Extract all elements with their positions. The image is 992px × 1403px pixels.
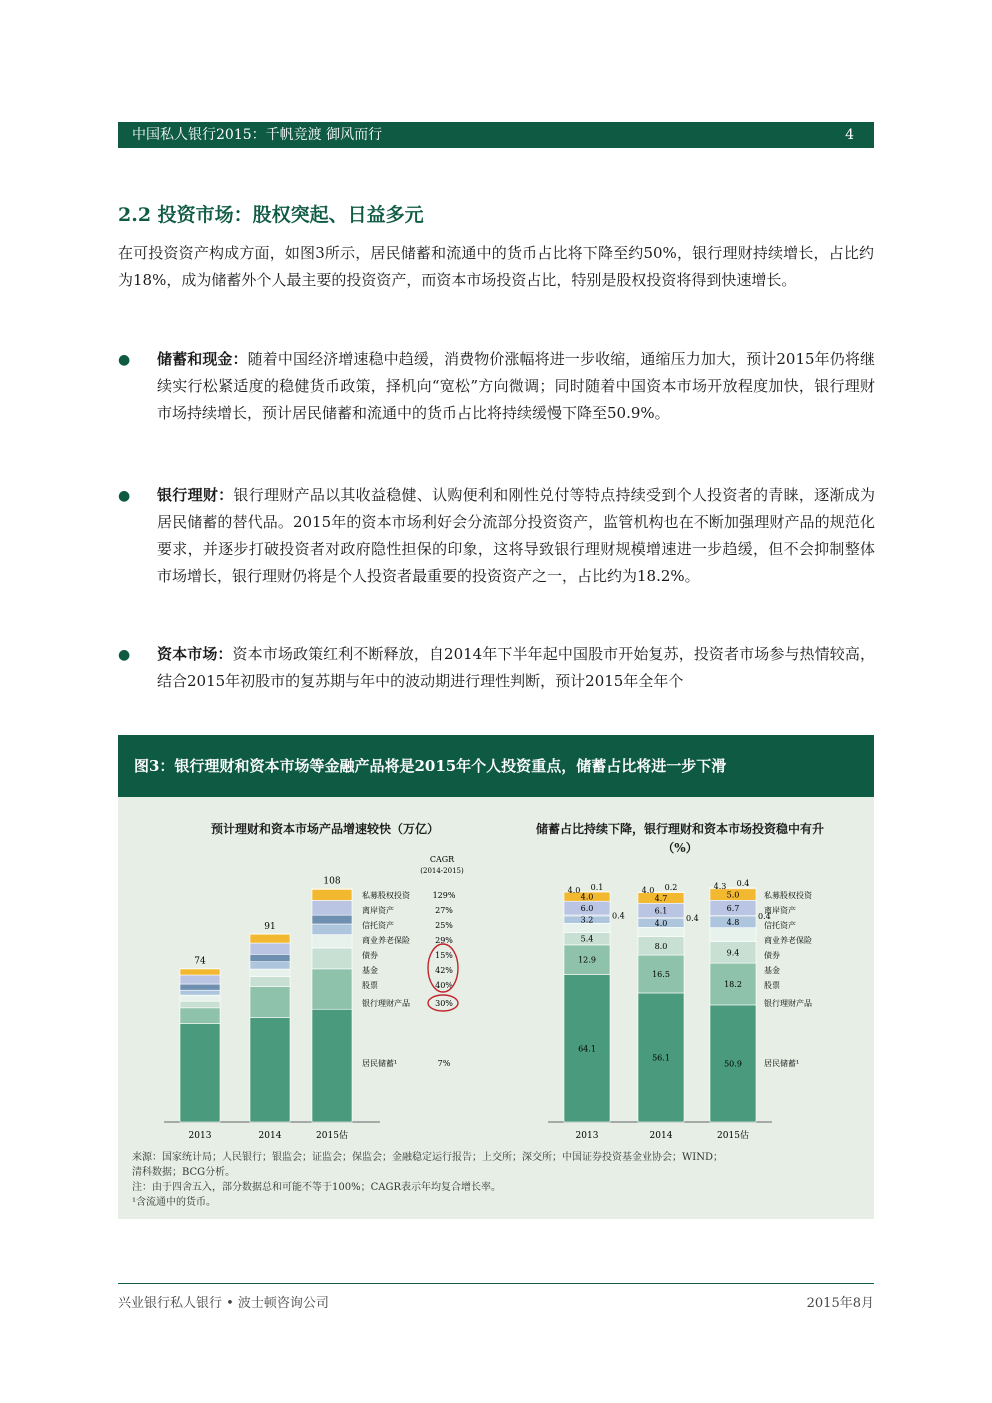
chart1-bar-2015估-seg-6 bbox=[312, 900, 352, 915]
chart1-x-tick: 2013 bbox=[188, 1131, 212, 1141]
chart1-x-tick: 2015估 bbox=[316, 1131, 348, 1141]
bullet-icon: ● bbox=[118, 352, 131, 368]
chart1-cagr-value: 29% bbox=[435, 936, 453, 945]
chart1-bar-2013-seg-3 bbox=[180, 995, 220, 1001]
chart1-title: 预计理财和资本市场产品增速较快（万亿） bbox=[210, 822, 439, 836]
chart1-cagr-value: 40% bbox=[435, 981, 453, 990]
chart1-bar-2014-seg-5 bbox=[250, 954, 290, 961]
chart2-legend-label: 商业养老保险 bbox=[764, 936, 812, 945]
chart1-bar-2015估-seg-8 bbox=[312, 888, 352, 889]
chart1-cagr-value: 27% bbox=[435, 906, 453, 915]
intro-paragraph: 在可投资资产构成方面，如图3所示，居民储蓄和流通中的货币占比将下降至约50%，银行理财持续增长，占比约为18%，成为储蓄外个人最主要的投资资产，而资本市场投资占比，特别是股权投资将得到快速增长。 bbox=[118, 244, 874, 289]
chart1-cagr-value: 30% bbox=[435, 999, 453, 1008]
chart1-legend-label: 私募股权投资 bbox=[362, 891, 410, 900]
chart1-bar-2014-seg-4 bbox=[250, 962, 290, 969]
chart1-bar-2015估-seg-7 bbox=[312, 889, 352, 900]
chart1-legend-label: 信托资产 bbox=[362, 921, 394, 930]
bullet-wealth bbox=[157, 482, 875, 590]
chart2-data-label: 0.2 bbox=[664, 883, 678, 892]
chart1-total-label: 108 bbox=[323, 876, 341, 887]
chart1-legend-label: 债券 bbox=[362, 951, 378, 960]
chart1-bar-2015估-seg-3 bbox=[312, 935, 352, 948]
bullet-icon: ● bbox=[118, 488, 131, 504]
chart2-data-label: 6.1 bbox=[654, 906, 668, 916]
chart2-legend-label: 基金 bbox=[764, 966, 780, 975]
bullet-icon: ● bbox=[118, 647, 131, 663]
chart1-bar-2014-seg-0 bbox=[250, 1017, 290, 1122]
chart1-legend-label: 基金 bbox=[362, 966, 378, 975]
bullet-savings bbox=[157, 346, 875, 427]
chart1-cagr-value: 129% bbox=[432, 891, 456, 900]
bullet-label: 资本市场： bbox=[157, 645, 233, 663]
chart1-legend-label: 股票 bbox=[362, 981, 378, 990]
bullet-label: 银行理财： bbox=[157, 486, 234, 504]
chart1-x-tick: 2014 bbox=[258, 1131, 282, 1141]
note-source-cont: 清科数据；BCG分析。 bbox=[132, 1167, 236, 1178]
chart2-data-label: 16.5 bbox=[652, 969, 670, 979]
chart2-legend-label: 离岸资产 bbox=[764, 906, 796, 915]
bullet-label: 储蓄和现金： bbox=[157, 350, 248, 368]
note-footnote: ¹含流通中的货币。 bbox=[132, 1197, 217, 1208]
chart2-data-label: 3.2 bbox=[580, 915, 594, 925]
chart1-legend-label: 离岸资产 bbox=[362, 906, 394, 915]
chart2-x-tick: 2015估 bbox=[717, 1131, 749, 1141]
chart1-bar-2014-seg-1 bbox=[250, 987, 290, 1018]
bullet-body: 资本市场政策红利不断释放，自2014年下半年起中国股市开始复苏，投资者市场参与热情较高，结合2015年初股市的复苏期与年中的波动期进行理性判断，预计2015年全年个 bbox=[157, 645, 875, 690]
chart2-data-label: 8.0 bbox=[654, 941, 668, 951]
chart1-bar-2015估-seg-5 bbox=[312, 915, 352, 924]
chart2-data-label: 56.1 bbox=[652, 1053, 670, 1063]
chart1-bar-2015估-seg-0 bbox=[312, 1009, 352, 1122]
chart2-data-label: 4.0 bbox=[654, 918, 668, 928]
header-bar bbox=[118, 122, 874, 148]
chart1-bar-2013-seg-6 bbox=[180, 975, 220, 984]
chart1-cagr-header: CAGR bbox=[429, 855, 455, 864]
note-rounding: 注：由于四舍五入，部分数据总和可能不等于100%；CAGR表示年均复合增长率。 bbox=[132, 1182, 501, 1193]
chart2-data-label: 4.7 bbox=[654, 893, 668, 903]
chart2-data-label: 12.9 bbox=[578, 955, 596, 965]
chart1-bar-2014-seg-6 bbox=[250, 943, 290, 954]
figure-title-bar bbox=[118, 735, 874, 797]
chart1-legend-label: 商业养老保险 bbox=[362, 936, 410, 945]
chart1-bar-2014-seg-2 bbox=[250, 976, 290, 986]
chart2-x-tick: 2013 bbox=[575, 1131, 599, 1141]
chart1-bar-2015估-seg-4 bbox=[312, 924, 352, 935]
bullet-body: 银行理财产品以其收益稳健、认购便利和刚性兑付等特点持续受到个人投资者的青睐，逐渐成为居民储蓄的替代品。2015年的资本市场利好会分流部分投资资产，监管机构也在不断加强理财产品的规范化要求，并逐步打破投资者对政府隐性担保的印象，这将导致银行理财规模增速进一步趋缓，但不会抑制整体市场增长，银行理财仍将是个人投资者最重要的投资资产之一，占比约为18.2%。 bbox=[157, 486, 875, 585]
chart1-bar-2013-seg-5 bbox=[180, 984, 220, 990]
chart2-bar-2015估-seg-3 bbox=[710, 928, 756, 942]
page-number: 4 bbox=[845, 127, 854, 143]
chart2-data-label: 0.4 bbox=[736, 878, 750, 888]
chart2-legend-label: 居民储蓄¹ bbox=[764, 1059, 800, 1068]
chart2-data-label: 4.0 bbox=[641, 886, 655, 895]
chart2-data-label: 64.1 bbox=[578, 1044, 596, 1054]
bullet-capital bbox=[157, 641, 875, 695]
chart1-total-label: 74 bbox=[194, 956, 206, 967]
chart2-data-label: 6.7 bbox=[726, 903, 740, 913]
chart2-x-tick: 2014 bbox=[649, 1131, 673, 1141]
note-source: 来源：国家统计局；人民银行；银监会；证监会；保监会；金融稳定运行报告；上交所；深交所；中国证券投资基金业协会；WIND； bbox=[132, 1152, 723, 1163]
bullet-body: 随着中国经济增速稳中趋缓，消费物价涨幅将进一步收缩，通缩压力加大，预计2015年仍将继续实行松紧适度的稳健货币政策，择机向“宽松”方向微调；同时随着中国资本市场开放程度加快，银行理财市场持续增长，预计居民储蓄和流通中的货币占比将持续缓慢下降至50.9%。 bbox=[157, 350, 875, 422]
chart2-bar-2014-seg-3 bbox=[638, 927, 684, 936]
chart2-data-label: 9.4 bbox=[726, 948, 740, 958]
chart2-data-label: 4.8 bbox=[726, 918, 740, 928]
figure-title: 图3：银行理财和资本市场等金融产品将是2015年个人投资重点，储蓄占比将进一步下滑 bbox=[134, 757, 727, 775]
section-title: 2.2 投资市场：股权突起、日益多元 bbox=[118, 204, 424, 226]
chart1-legend-label: 居民储蓄¹ bbox=[362, 1059, 398, 1068]
chart2-bar-2013-seg-3 bbox=[564, 923, 610, 932]
chart2-data-label: 4.0 bbox=[580, 892, 594, 902]
chart2-legend-label: 股票 bbox=[764, 981, 780, 990]
running-title: 中国私人银行2015：千帆竞渡 御风而行 bbox=[132, 127, 383, 143]
chart1-total-label: 91 bbox=[264, 921, 276, 932]
footer-rule bbox=[118, 1283, 874, 1284]
chart1-bar-2013-seg-4 bbox=[180, 990, 220, 995]
chart1-cagr-value: 25% bbox=[435, 921, 453, 930]
chart2-data-label: 50.9 bbox=[724, 1059, 742, 1069]
chart2-legend-label: 银行理财产品 bbox=[764, 999, 812, 1008]
chart2-data-label: 5.0 bbox=[726, 890, 740, 900]
chart2-data-label: 0.4 bbox=[758, 912, 771, 922]
chart2-data-label: 6.0 bbox=[580, 904, 594, 914]
chart2 bbox=[540, 850, 860, 1150]
footer-right: 2015年8月 bbox=[806, 1296, 874, 1311]
chart1-bar-2014-seg-3 bbox=[250, 969, 290, 976]
chart1-bar-2015估-seg-1 bbox=[312, 969, 352, 1009]
footer-left: 兴业银行私人银行 • 波士顿咨询公司 bbox=[118, 1296, 329, 1311]
chart2-data-label: 0.4 bbox=[686, 913, 699, 923]
chart2-data-label: 0.4 bbox=[612, 911, 625, 921]
chart1-cagr-value: 7% bbox=[437, 1059, 451, 1068]
chart1-cagr-period: (2014-2015) bbox=[420, 867, 464, 875]
chart2-data-label: 4.3 bbox=[713, 881, 727, 891]
chart1-cagr-value: 15% bbox=[435, 951, 453, 960]
chart1 bbox=[160, 850, 500, 1150]
chart2-data-label: 4.0 bbox=[567, 885, 581, 895]
chart1-bar-2013-seg-7 bbox=[180, 969, 220, 975]
chart1-legend-label: 银行理财产品 bbox=[362, 999, 410, 1008]
chart2-legend-label: 信托资产 bbox=[764, 921, 796, 930]
chart2-legend-label: 私募股权投资 bbox=[764, 891, 812, 900]
chart1-bar-2014-seg-7 bbox=[250, 934, 290, 943]
chart2-data-label: 18.2 bbox=[724, 980, 742, 989]
chart2-legend-label: 债券 bbox=[764, 951, 780, 960]
figure-notes bbox=[132, 1150, 852, 1210]
chart2-title: 储蓄占比持续下降，银行理财和资本市场投资稳中有升（%） bbox=[535, 822, 824, 855]
chart1-bar-2015估-seg-2 bbox=[312, 948, 352, 969]
chart1-bar-2013-seg-0 bbox=[180, 1024, 220, 1122]
chart1-cagr-value: 42% bbox=[435, 966, 453, 975]
chart2-data-label: 5.4 bbox=[580, 934, 594, 944]
chart1-bar-2013-seg-2 bbox=[180, 1001, 220, 1008]
chart2-data-label: 0.1 bbox=[590, 882, 604, 892]
chart1-bar-2013-seg-1 bbox=[180, 1008, 220, 1024]
